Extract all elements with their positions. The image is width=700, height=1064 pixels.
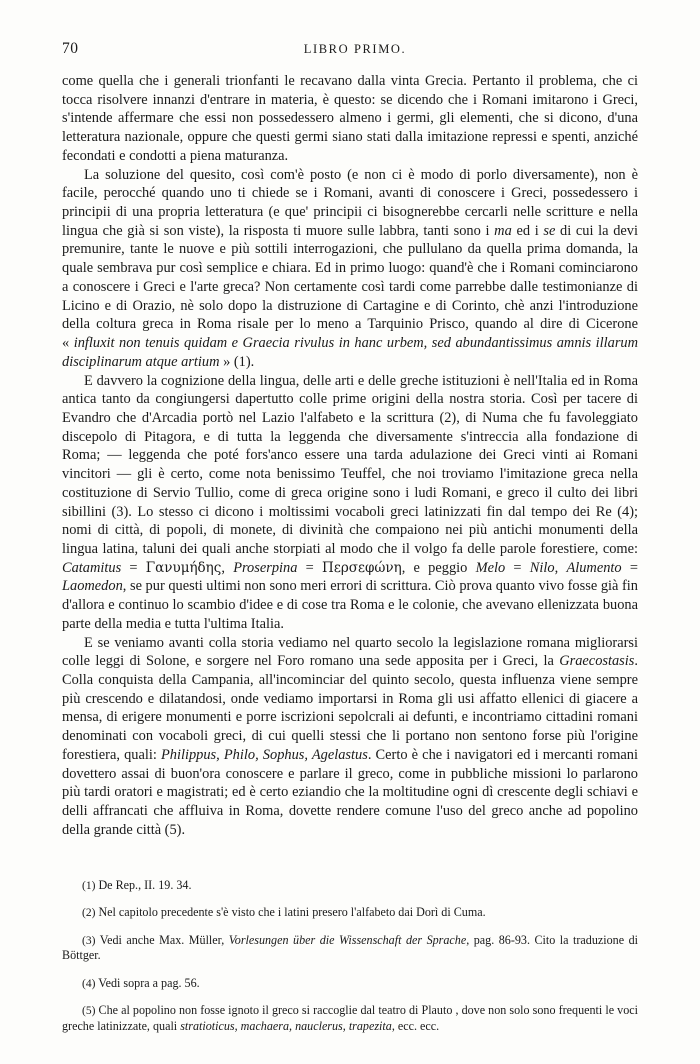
footnote-3: (3) Vedi anche Max. Müller, Vorlesungen über die Wissenschaft der Sprache, pag. 86-93. Cito la traduzione di Böttger. [62, 932, 638, 963]
footnote-number: (2) [82, 907, 96, 920]
paragraph-4: E se veniamo avanti colla storia vediamo nel quarto secolo la legislazione romana migliorarsi colle leggi di Solone, e sorgere nel Foro romano una sede apposita per i Greci, la Graecostasis. Colla conquista della Campania, all'incominciar del quinto secolo, questa influenza viene sempre più crescendo e dilatandosi, onde vediamo importarsi in Roma gli usi affatto ellenici di giacere a mensa, di erigere monumenti e porre iscrizioni sepolcrali ai defunti, e incontriamo cittadini romani denominati con vocaboli greci, di cui quelli stessi che li portano non sentono forse più l'origine forestiera, quali: Philippus, Philo, Sophus, Agelastus. Certo è che i navigatori ed i mercanti romani dovettero assai di buon'ora conoscere e parlare il greco, come in pubbliche missioni lo parlarono più tardi oratori e magistrati; ed è certo eziandio che la moltitudine ogni dì crescente degli schiavi e delli affrancati che affluiva in Roma, dovette rendere comune l'uso del greco anche ad popolino della grande città (5). [62, 634, 638, 838]
footnote-4: (4) Vedi sopra a pag. 56. [82, 975, 200, 990]
page-header [62, 40, 638, 58]
footnote-5: (5) Che al popolino non fosse ignoto il greco si raccoglie dal teatro di Plauto , dove non solo sono frequenti le voci greche latinizzate, quali stratioticus, machaera, nauclerus, trapezita, ecc. ecc. [62, 1003, 638, 1033]
footnote-number: (1) [82, 879, 96, 892]
running-head: LIBRO PRIMO. [303, 42, 407, 56]
page-number: 70 [62, 40, 79, 57]
paragraph-2: La soluzione del quesito, così com'è posto (e non ci è modo di porlo diversamente), non è facile, perocché quando uno ti chiede se i Romani, avanti di conoscere i Greci, possedessero i principii di una propria letteratura (e que' principii ci bisognerebbe cercarli nelle scritture e nella lingua che già si son viste), la risposta ti muore sulle labbra, tanti sono i ma ed i se di cui la devi premunire, tante le nuove e più sottili interrogazioni, che pullulano da quella prima domanda, la quale sembrava pur così semplice e chiara. Ed in primo luogo: quand'è che i Romani cominciarono a conoscere i Greci e l'arte greca? Non certamente così tardi come parrebbe dalle testimonianze di Licino e di Orazio, nè solo dopo la distruzione di Cartagine e di Corinto, chè anzi l'introduzione della coltura greca in Roma risale per lo meno a Tarquinio Prisco, quando al dire di Cicerone « influxit non tenuis quidam e Graecia rivulus in hanc urbem, sed abundantissimus amnis illarum disciplinarum atque artium » (1). [62, 166, 639, 370]
body-text [62, 72, 638, 839]
footnote-number: (4) [82, 977, 96, 990]
footnote-number: (5) [82, 1005, 96, 1018]
footnote-1: (1) De Rep., II. 19. 34. [82, 877, 192, 892]
paragraph-3: E davvero la cognizione della lingua, delle arti e delle greche istituzioni è nell'Italia ed in Roma antica tanto da congiungersi dapertutto colle prime origini della nostra storia. Così per tacere di Evandro che d'Arcadia portò nel Lazio l'alfabeto e la scrittura (2), di Numa che fu favoleggiato discepolo di Pitagora, e di tutta la leggenda che diversamente s'intreccia alla fondazione di Roma; — leggenda che poté fors'anco essere una tarda adulazione dei Greci vinti ai Romani vincitori — gli è certo, come nota benissimo Teuffel, che noi troviamo l'imitazione greca nella costituzione di Servio Tullio, come di greca origine sono i ludi Romani, e greco il culto dei libri sibillini (3). Lo stesso ci dicono i moltissimi vocaboli greci latinizzati fin dal tempo dei Re (4); nomi di città, di popoli, di monete, di divinità che compaiono nei più antichi monumenti della lingua latina, taluni dei quali anche storpiati al modo che il volgo fa delle parole forestiere, come: Catamitus = Γανυμήδης, Proserpina = Περσεφώνη, e peggio Melo = Nilo, Alumento = Laomedon, se pur questi ultimi non sono meri errori di scrittura. Ciò prova quanto vivo fosse già fin d'allora e continuo lo scambio d'idee e di cose tra Roma e le colonie, che avevano ellenizzata buona parte della media e tutta l'ultima Italia. [62, 372, 638, 632]
footnote-number: (3) [82, 934, 96, 947]
footnote-2: (2) Nel capitolo precedente s'è visto che i latini presero l'alfabeto dai Dorì di Cuma. [82, 905, 486, 920]
footnotes [62, 865, 638, 1033]
paragraph-1: come quella che i generali trionfanti le recavano dalla vinta Grecia. Pertanto il problema, che ci tocca risolvere innanzi d'entrare in materia, è questo: se dicendo che i Romani imitarono i Greci, s'intende affermare che essi non possedessero almeno i germi, gli elementi, che si dicono, d'una letteratura nazionale, oppure che questi germi siano stati dalla imitazione repressi e spenti, anziché fecondati e condotti a piena maturanza. [62, 73, 638, 164]
